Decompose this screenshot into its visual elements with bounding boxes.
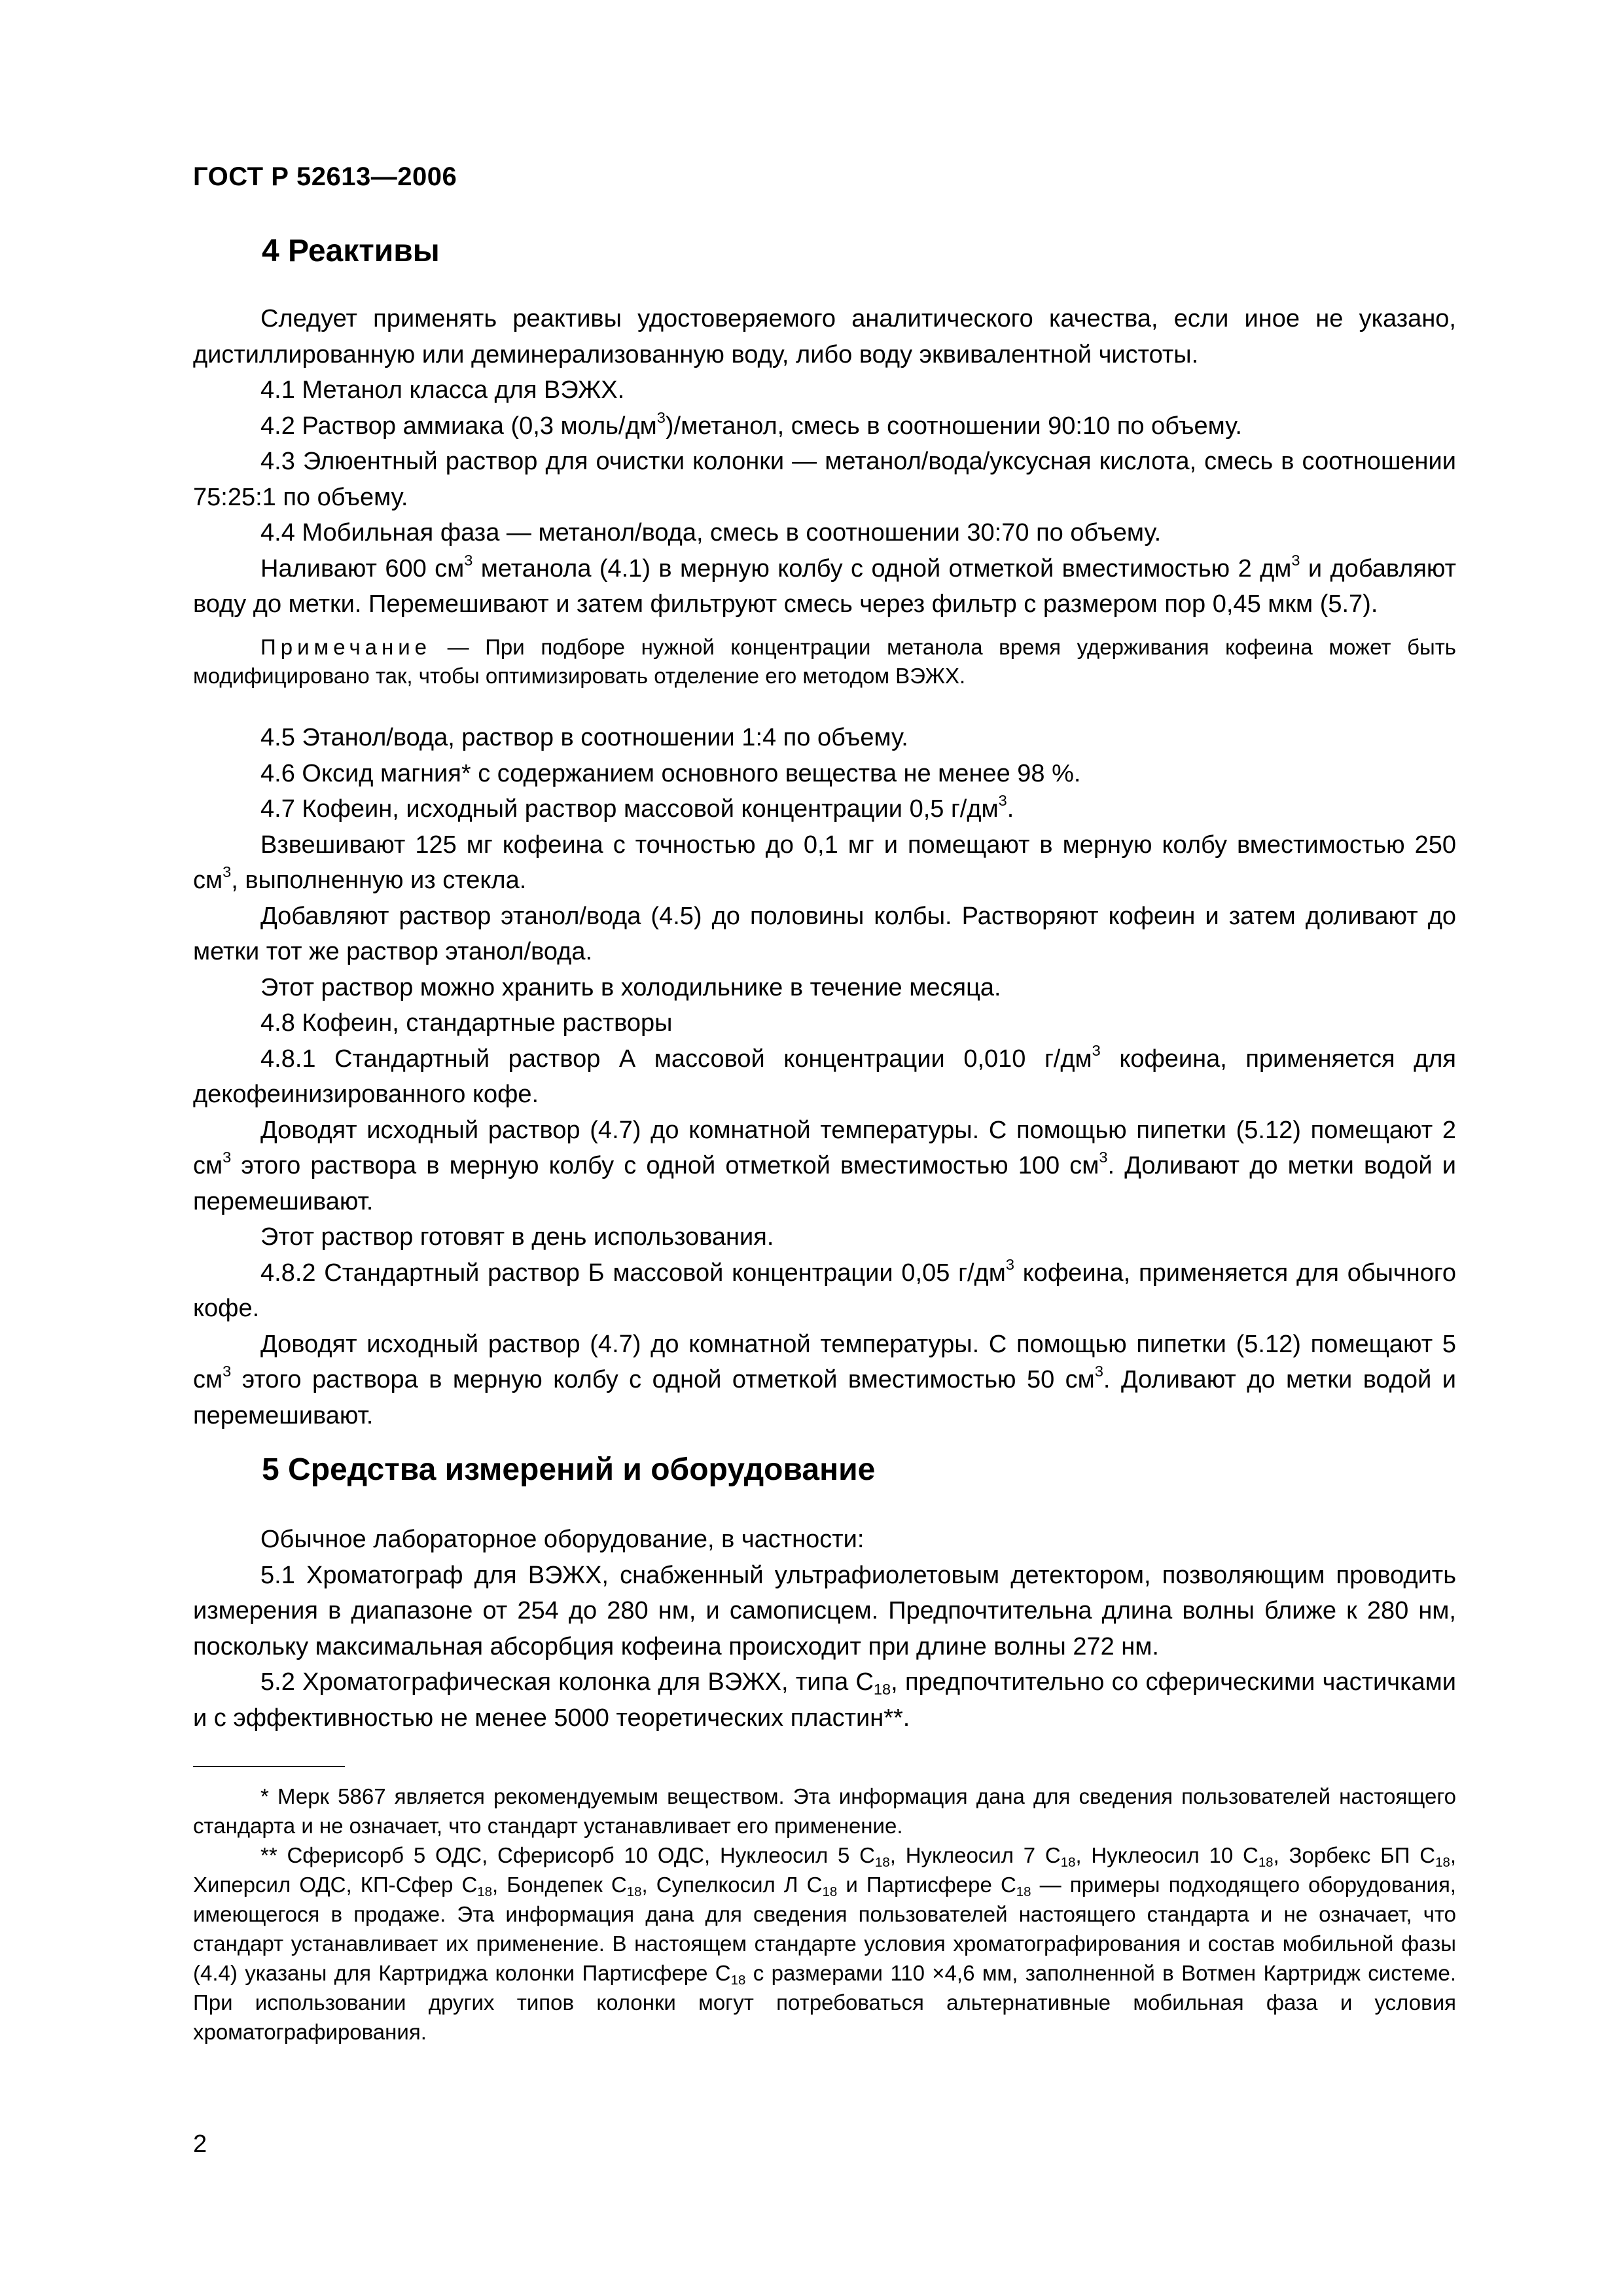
item-4-8: 4.8 Кофеин, стандартные растворы [260, 1009, 673, 1037]
section-4-intro: Следует применять реактивы удостоверяемого аналитического качества, если иное не указано, дистиллированную или деминерализованную воду, либо воду эквивалентной чистоты. [193, 305, 1456, 368]
item-4-6: 4.6 Оксид магния* с содержанием основного вещества не менее 98 %. [260, 759, 1081, 787]
section-4-body-part1 [193, 301, 1456, 622]
note-label: Примечание [260, 635, 432, 659]
section-5-body [193, 1522, 1456, 1736]
footnote-2: ** Сферисорб 5 ОДС, Сферисорб 10 ОДС, Нуклеосил 5 $С_{18}$, Нуклеосил 7 $С_{18}$, Нуклеосил 10 $С_{18}$, Зорбекс БП $С_{18}$, Хиперсил ОДС, КП-Сфер $С_{18}$, Бондепек $С_{18}$, Супелкосил Л $С_{18}$ и Партисфере $С_{18}$ — примеры подходящего оборудования, имеющегося в продаже. Эта информация дана для сведения пользователей настоящего стандарта и не означает, что стандарт устанавливает их применение. В настоящем стандарте условия хроматографирования и состав мобильной фазы (4.4) указаны для Картриджа колонки Партисфере $С_{18}$ с размерами 110 ×4,6 мм, заполненной в Вотмен Картридж системе. При использовании других типов колонки могут потребоваться альтернативные мобильная фаза и условия хроматографирования. [193, 1843, 1457, 2044]
section-4-heading: 4 Реактивы [262, 234, 440, 268]
item-4-7-dissolve: Добавляют раствор этанол/вода (4.5) до половины колбы. Растворяют кофеин и затем доливают до метки тот же раствор этанол/вода. [193, 902, 1456, 965]
item-4-7-storage: Этот раствор можно хранить в холодильнике в течение месяца. [260, 973, 1001, 1001]
item-4-8-2-preparation: Доводят исходный раствор (4.7) до комнатной температуры. С помощью пипетки (5.12) помещают 5 $см^3$ этого раствора в мерную колбу с одной отметкой вместимостью 50 $см^3$. Доливают до метки водой и перемешивают. [193, 1330, 1456, 1429]
note-text: — При подборе нужной концентрации метанола время удерживания кофеина может быть модифицировано так, чтобы оптимизировать отделение его методом ВЭЖХ. [193, 635, 1456, 688]
item-4-8-2: 4.8.2 Стандартный раствор Б массовой концентрации 0,05 $г/дм^3$ кофеина, применяется для обычного кофе. [193, 1255, 1456, 1322]
item-4-3: 4.3 Элюентный раствор для очистки колонки — метанол/вода/уксусная кислота, смесь в соотношении 75:25:1 по объему. [193, 448, 1456, 511]
section-5-heading: 5 Средства измерений и оборудование [262, 1452, 876, 1487]
footnote-1: * Мерк 5867 является рекомендуемым веществом. Эта информация дана для сведения пользователей настоящего стандарта и не означает, что стандарт устанавливает его применение. [193, 1784, 1456, 1838]
item-4-4-preparation: Наливают 600 $см^3$ метанола (4.1) в мерную колбу с одной отметкой вместимостью 2 $дм^3$ и добавляют воду до метки. Перемешивают и затем фильтруют смесь через фильтр с размером пор 0,45 мкм (5.7). [193, 551, 1456, 618]
item-5-2: 5.2 Хроматографическая колонка для ВЭЖХ, типа $С_{18}$, предпочтительно со сферическими частичками и с эффективностью не менее 5000 теоретических пластин**. [193, 1668, 1456, 1732]
page-number: 2 [193, 2130, 207, 2158]
item-4-1: 4.1 Метанол класса для ВЭЖХ. [260, 376, 625, 404]
item-4-5: 4.5 Этанол/вода, раствор в соотношении 1:4 по объему. [260, 724, 908, 751]
item-4-8-1-preparation: Доводят исходный раствор (4.7) до комнатной температуры. С помощью пипетки (5.12) помещают 2 $см^3$ этого раствора в мерную колбу с одной отметкой вместимостью 100 $см^3$. Доливают до метки водой и перемешивают. [193, 1116, 1456, 1215]
footnote-separator [193, 1766, 345, 1767]
item-4-4: 4.4 Мобильная фаза — метанол/вода, смесь в соотношении 30:70 по объему. [260, 519, 1162, 547]
item-4-7: 4.7 Кофеин, исходный раствор массовой концентрации 0,5 $г/дм^3$. [260, 792, 1014, 823]
section-5-intro: Обычное лабораторное оборудование, в частности: [260, 1526, 865, 1553]
document-code: ГОСТ Р 52613—2006 [193, 162, 457, 191]
item-4-8-1-note: Этот раствор готовят в день использования. [260, 1223, 774, 1251]
item-4-8-1: 4.8.1 Стандартный раствор А массовой концентрации 0,010 $г/дм^3$ кофеина, применяется для декофеинизированного кофе. [193, 1041, 1456, 1108]
item-5-1: 5.1 Хроматограф для ВЭЖХ, снабженный ультрафиолетовым детектором, позволяющим проводить измерения в диапазоне от 254 до 280 нм, и самописцем. Предпочтительна длина волны ближе к 280 нм, поскольку максимальная абсорбция кофеина происходит при длине волны 272 нм. [193, 1561, 1456, 1660]
section-4-body-part2 [193, 720, 1456, 1433]
footnotes [193, 1782, 1456, 2047]
item-4-2: 4.2 Раствор аммиака (0,3 моль/$дм^3$)/метанол, смесь в соотношении 90:10 по объему. [260, 408, 1242, 440]
note [193, 633, 1456, 691]
item-4-7-weighing: Взвешивают 125 мг кофеина с точностью до 0,1 мг и помещают в мерную колбу вместимостью 250 $см^3$, выполненную из стекла. [193, 831, 1456, 894]
